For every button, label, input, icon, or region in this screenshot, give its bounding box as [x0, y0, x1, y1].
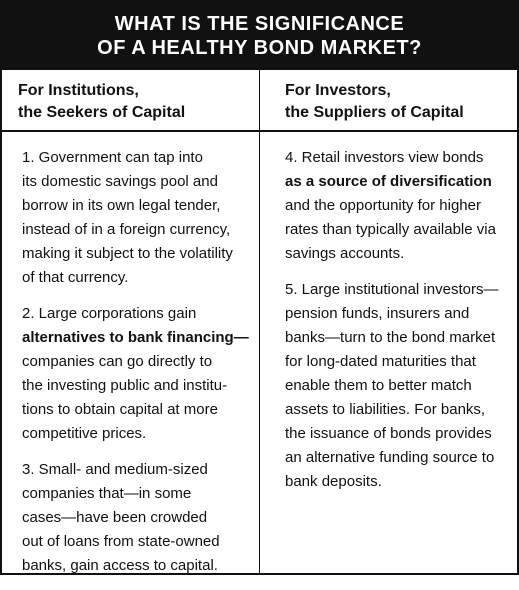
point-1-line: making it subject to the volatility: [22, 245, 233, 262]
point-5-line: 5. Large institutional investors—: [285, 281, 499, 298]
point-1-line: 1. Government can tap into: [22, 149, 203, 166]
point-5-line: an alternative funding source to: [285, 449, 495, 466]
point-3-line: companies that—in some: [22, 485, 192, 502]
point-3-line: out of loans from state-owned: [22, 533, 220, 550]
point-4-line: savings accounts.: [285, 245, 405, 262]
point-5-line: assets to liabilities. For banks,: [285, 401, 486, 418]
point-1-line: of that currency.: [22, 269, 129, 286]
investors-column-heading: [259, 70, 517, 130]
point-5-line: pension funds, insurers and: [285, 305, 470, 322]
point-4-line: 4. Retail investors view bonds: [285, 149, 484, 166]
point-3-small-medium-companies: [22, 458, 258, 578]
point-5-line: bank deposits.: [285, 473, 382, 490]
investors-heading-line-2: the Suppliers of Capital: [285, 104, 464, 121]
point-5-institutional-investors: [285, 278, 515, 494]
institutions-heading-line-1: For Institutions,: [18, 82, 139, 99]
institutions-column-body: [22, 146, 258, 590]
point-3-line: cases—have been crowded: [22, 509, 208, 526]
infobox-title: [2, 2, 517, 70]
point-1-line: borrow in its own legal tender,: [22, 197, 221, 214]
point-4-line: and the opportunity for higher: [285, 197, 481, 214]
point-2-line: companies can go directly to: [22, 353, 213, 370]
point-4-emphasis-line: as a source of diversification: [285, 173, 492, 190]
point-3-line: 3. Small- and medium-sized: [22, 461, 208, 478]
point-1-line: instead of in a foreign currency,: [22, 221, 231, 238]
point-1-line: its domestic savings pool and: [22, 173, 218, 190]
point-4-line: rates than typically available via: [285, 221, 496, 238]
title-line-1: WHAT IS THE SIGNIFICANCE: [114, 13, 405, 35]
title-line-2: OF A HEALTHY BOND MARKET?: [97, 37, 422, 59]
point-5-line: for long-dated maturities that: [285, 353, 476, 370]
point-2-large-corporations: [22, 302, 258, 446]
point-2-line: the investing public and institu-: [22, 377, 228, 394]
point-2-line: tions to obtain capital at more: [22, 401, 218, 418]
point-5-line: banks—turn to the bond market: [285, 329, 496, 346]
investors-heading-line-1: For Investors,: [285, 82, 391, 99]
point-2-emphasis-line: alternatives to bank financing—: [22, 329, 249, 346]
point-2-line: competitive prices.: [22, 425, 147, 442]
point-5-line: enable them to better match: [285, 377, 472, 394]
institutions-column-heading: [2, 70, 259, 130]
investors-column-body: [285, 146, 515, 506]
point-4-retail-investors: [285, 146, 515, 266]
point-2-line: 2. Large corporations gain: [22, 305, 197, 322]
point-3-line: banks, gain access to capital.: [22, 557, 218, 574]
point-5-line: the issuance of bonds provides: [285, 425, 492, 442]
point-1-government: [22, 146, 258, 290]
column-divider: [259, 70, 260, 573]
institutions-heading-line-2: the Seekers of Capital: [18, 104, 186, 121]
